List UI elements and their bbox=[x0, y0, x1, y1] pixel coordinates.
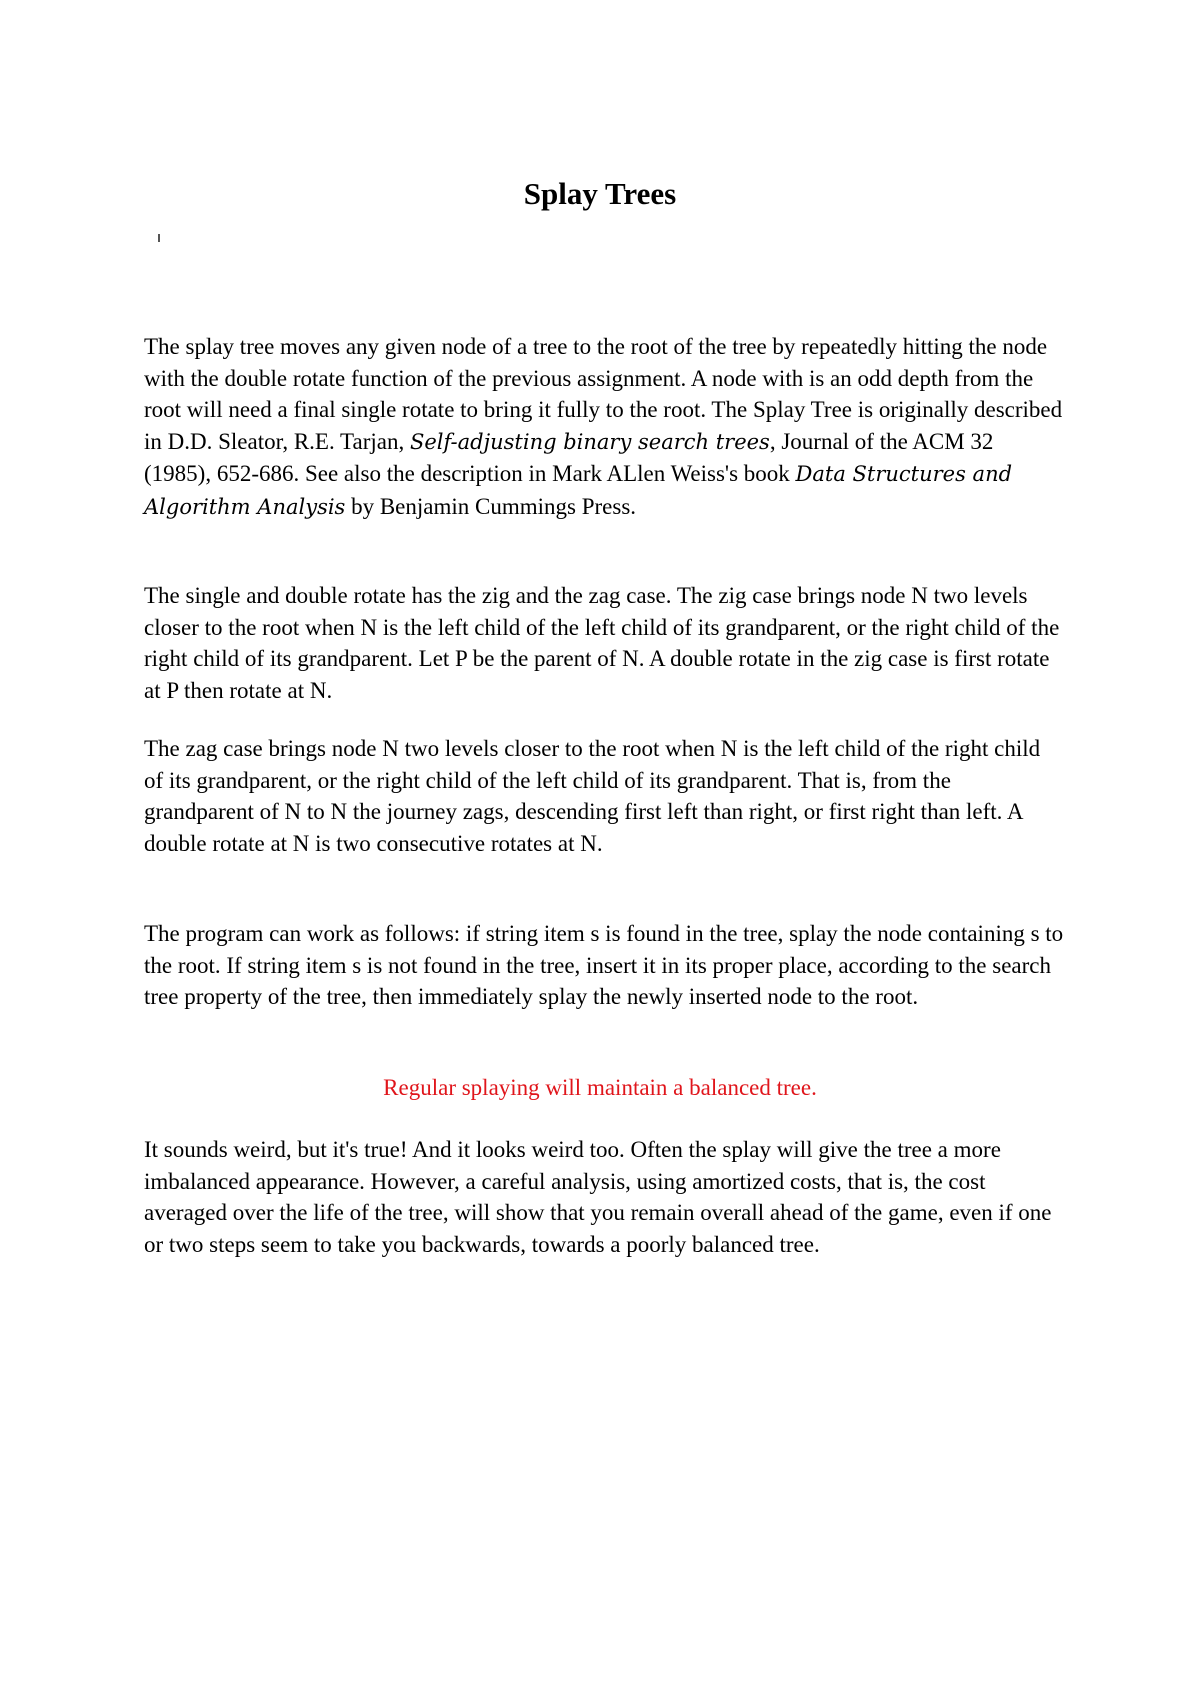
highlight-statement: Regular splaying will maintain a balanced tree. bbox=[383, 1075, 817, 1100]
citation-title: Self-adjusting binary search trees bbox=[409, 429, 770, 454]
paragraph-zig-case: The single and double rotate has the zig and the zag case. The zig case brings node N two levels closer to the root when N is the left child of the left child of its grandparent, or the right child of the right child of its grandparent. Let P be the parent of N. A double rotate in the zig case is first rotate at P then rotate at N. bbox=[144, 583, 1060, 703]
paragraph-zag-case: The zag case brings node N two levels closer to the root when N is the left child of the right child of its grandparent, or the right child of the left child of its grandparent. That is, from the grandparent of N to N the journey zags, descending first left than right, or first right than left. A double rotate at N is two consecutive rotates at N. bbox=[144, 736, 1041, 856]
paragraph-intro-text-c: by Benjamin Cummings Press. bbox=[345, 493, 637, 519]
paragraph-program: The program can work as follows: if string item s is found in the tree, splay the node containing s to the root. If string item s is not found in the tree, insert it in its proper place, according to the search tree property of the tree, then immediately splay the newly inserted node to the root. bbox=[144, 921, 1064, 1009]
stray-mark bbox=[158, 234, 160, 242]
paragraph-intro-text-a: The splay tree moves any given node of a tree to the root of the tree by repeatedly hitting the node with the double rotate function of the previous assignment. A node with is an odd depth from the root will need a final single rotate to bring it fully to the root. The Splay Tree is originally described in D.D. Sleator, R.E. Tarjan, bbox=[144, 334, 1063, 454]
book-title: Data Structures and Algorithm Analysis bbox=[144, 462, 1013, 519]
paragraph-amortized: It sounds weird, but it's true! And it looks weird too. Often the splay will give the tree a more imbalanced appearance. However, a careful analysis, using amortized costs, that is, the cost averaged over the life of the tree, will show that you remain overall ahead of the game, even if one or two steps seem to take you backwards, towards a poorly balanced tree. bbox=[144, 1137, 1052, 1257]
page-title: Splay Trees bbox=[523, 176, 677, 211]
paragraph-intro-text-b: , Journal of the ACM 32 (1985), 652-686. See also the description in Mark ALlen Weiss's book bbox=[144, 428, 994, 486]
paragraph-intro bbox=[144, 331, 1064, 523]
